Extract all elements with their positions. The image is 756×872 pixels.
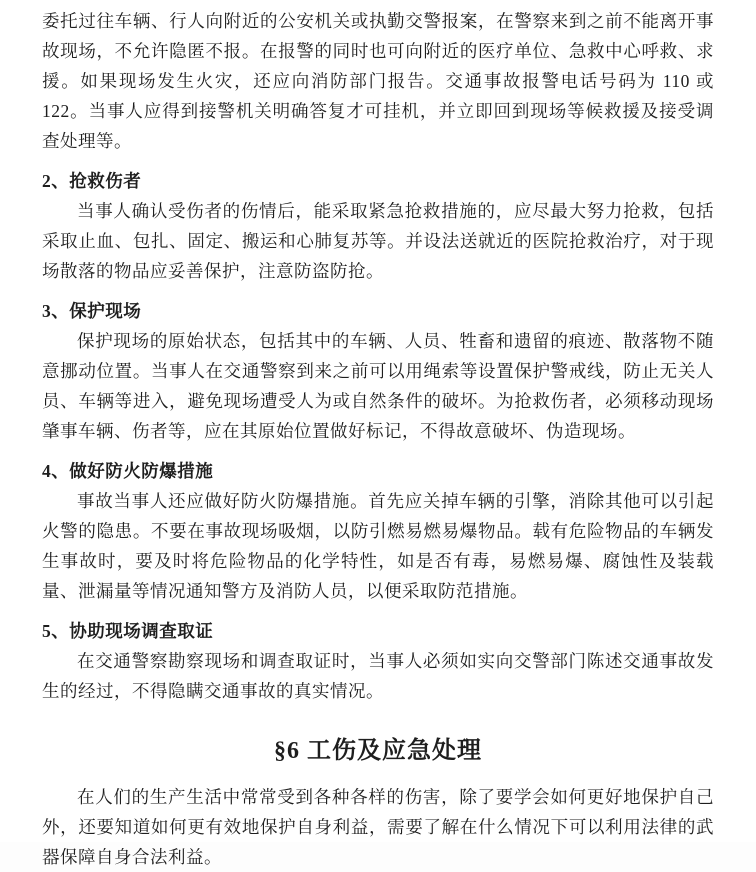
heading-rescue-injured: 2、抢救伤者: [42, 171, 142, 191]
paragraph-assist-investigation: 在交通警察勘察现场和调查取证时，当事人必须如实向交警部门陈述交通事故发生的经过，不得隐瞒交通事故的真实情况。: [42, 651, 714, 701]
heading-protect-scene: 3、保护现场: [42, 301, 142, 321]
heading-assist-investigation: 5、协助现场调查取证: [42, 621, 214, 641]
paragraph-work-injury-intro: 在人们的生产生活中常常受到各种各样的伤害，除了要学会如何更好地保护自己外，还要知道如何更有效地保护自身利益，需要了解在什么情况下可以利用法律的武器保障自身合法利益。: [42, 787, 714, 867]
heading-fire-explosion-prevention: 4、做好防火防爆措施: [42, 461, 214, 481]
paragraph-protect-scene: 保护现场的原始状态，包括其中的车辆、人员、牲畜和遗留的痕迹、散落物不随意挪动位置。当事人在交通警察到来之前可以用绳索等设置保护警戒线，防止无关人员、车辆等进入，避免现场遭受人为或自然条件的破坏。为抢救伤者，必须移动现场肇事车辆、伤者等，应在其原始位置做好标记，不得故意破坏、伪造现场。: [42, 331, 714, 441]
paragraph-report-to-police: 委托过往车辆、行人向附近的公安机关或执勤交警报案，在警察来到之前不能离开事故现场，不允许隐匿不报。在报警的同时也可向附近的医疗单位、急救中心呼救、求援。如果现场发生火灾，还应向消防部门报告。交通事故报警电话号码为 110 或 122。当事人应得到接警机关明确答复才可挂机，并立即回到现场等候救援及接受调查处理等。: [42, 11, 714, 151]
paragraph-rescue-injured: 当事人确认受伤者的伤情后，能采取紧急抢救措施的，应尽最大努力抢救，包括采取止血、包扎、固定、搬运和心肺复苏等。并设法送就近的医院抢救治疗，对于现场散落的物品应妥善保护，注意防盗防抢。: [42, 201, 714, 281]
paragraph-fire-explosion-prevention: 事故当事人还应做好防火防爆措施。首先应关掉车辆的引擎，消除其他可以引起火警的隐患。不要在事故现场吸烟，以防引燃易燃易爆物品。载有危险物品的车辆发生事故时，要及时将危险物品的化学特性，如是否有毒，易燃易爆、腐蚀性及装载量、泄漏量等情况通知警方及消防人员，以便采取防范措施。: [42, 491, 714, 601]
section-title-work-injury: §6 工伤及应急处理: [274, 738, 482, 764]
